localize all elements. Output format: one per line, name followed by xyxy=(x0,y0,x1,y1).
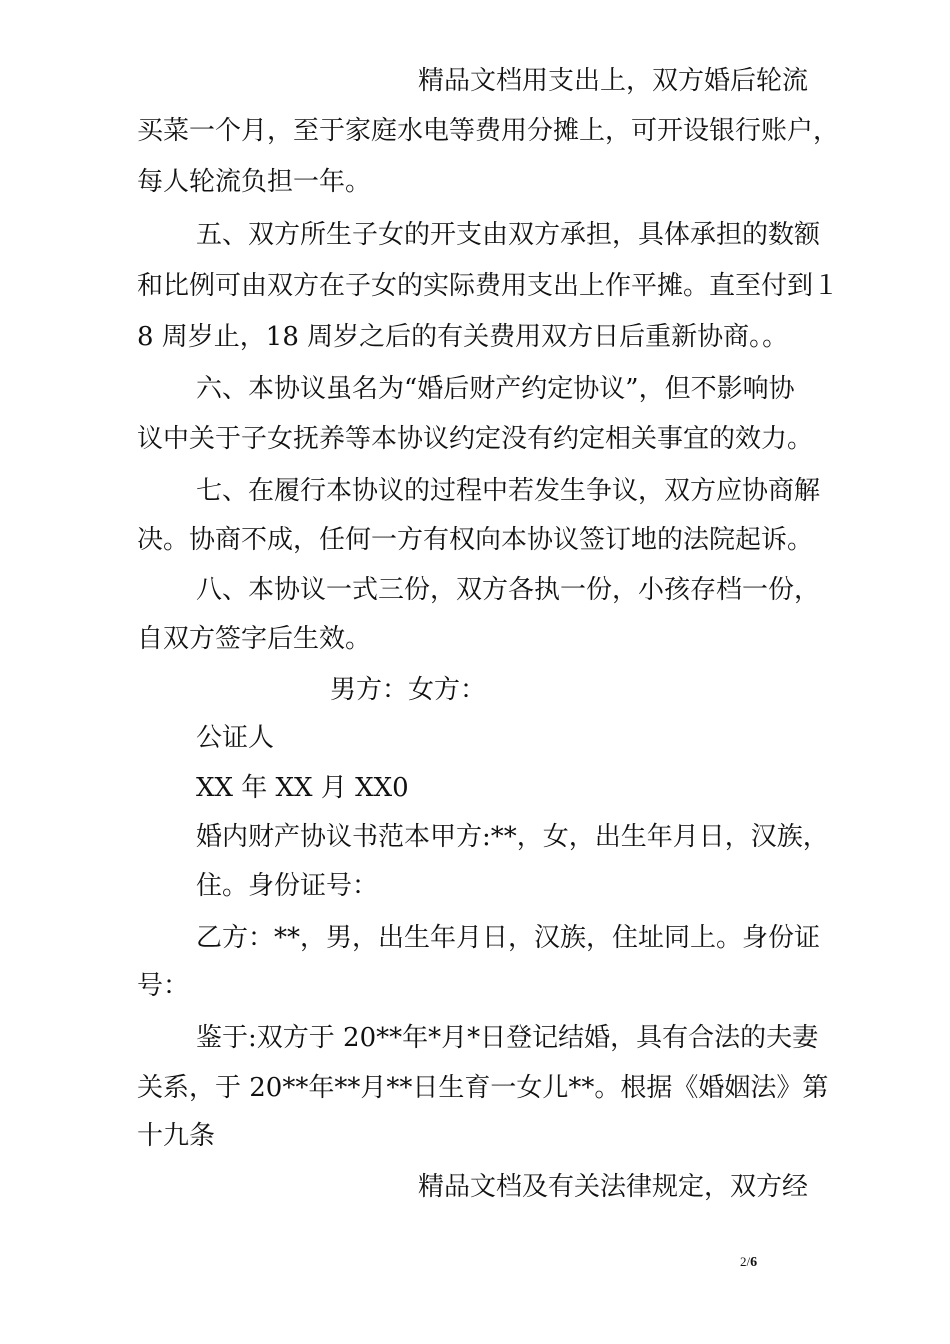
text-line: 七、在履行本协议的过程中若发生争议，双方应协商解 xyxy=(196,476,821,506)
text-line: 乙方：**，男，出生年月日，汉族，住址同上。身份证 xyxy=(196,923,821,953)
text-line: 号： xyxy=(137,971,190,1001)
page-total: 6 xyxy=(750,1255,758,1270)
text-line: 精品文档用支出上，双方婚后轮流 xyxy=(418,66,809,96)
text-line: 鉴于:双方于 20**年*月*日登记结婚，具有合法的夫妻 xyxy=(196,1023,819,1053)
text-line: 精品文档及有关法律规定，双方经 xyxy=(418,1172,809,1202)
text-line: 婚内财产协议书范本甲方:**，女，出生年月日，汉族， xyxy=(196,822,829,852)
text-line: 住。身份证号： xyxy=(196,871,379,901)
signature-line: 男方：女方： xyxy=(330,675,487,705)
text-line: 六、本协议虽名为“婚后财产约定协议”，但不影响协 xyxy=(196,374,795,404)
page-number xyxy=(740,1254,757,1271)
text-line: 决。协商不成，任何一方有权向本协议签订地的法院起诉。 xyxy=(137,525,814,555)
text-line: 五、双方所生子女的开支由双方承担，具体承担的数额 xyxy=(196,220,821,250)
text-line: 关系，于 20**年**月**日生育一女儿**。根据《婚姻法》第 xyxy=(137,1073,829,1103)
date-line: XX 年 XX 月 XX0 xyxy=(196,773,409,803)
text-line: 自双方签字后生效。 xyxy=(137,624,372,654)
text-line: 十九条 xyxy=(137,1121,216,1151)
text-line: 八、本协议一式三份，双方各执一份，小孩存档一份， xyxy=(196,575,821,605)
text-line: 和比例可由双方在子女的实际费用支出上作平摊。直至付到１ xyxy=(137,271,840,301)
notary-label: 公证人 xyxy=(196,723,275,753)
text-line: 8 周岁止，18 周岁之后的有关费用双方日后重新协商。。 xyxy=(137,322,789,352)
text-line: 每人轮流负担一年。 xyxy=(137,167,372,197)
text-line: 买菜一个月，至于家庭水电等费用分摊上，可开设银行账户， xyxy=(137,116,840,146)
page-current: 2/ xyxy=(740,1254,751,1269)
text-line: 议中关于子女抚养等本协议约定没有约定相关事宜的效力。 xyxy=(137,424,814,454)
